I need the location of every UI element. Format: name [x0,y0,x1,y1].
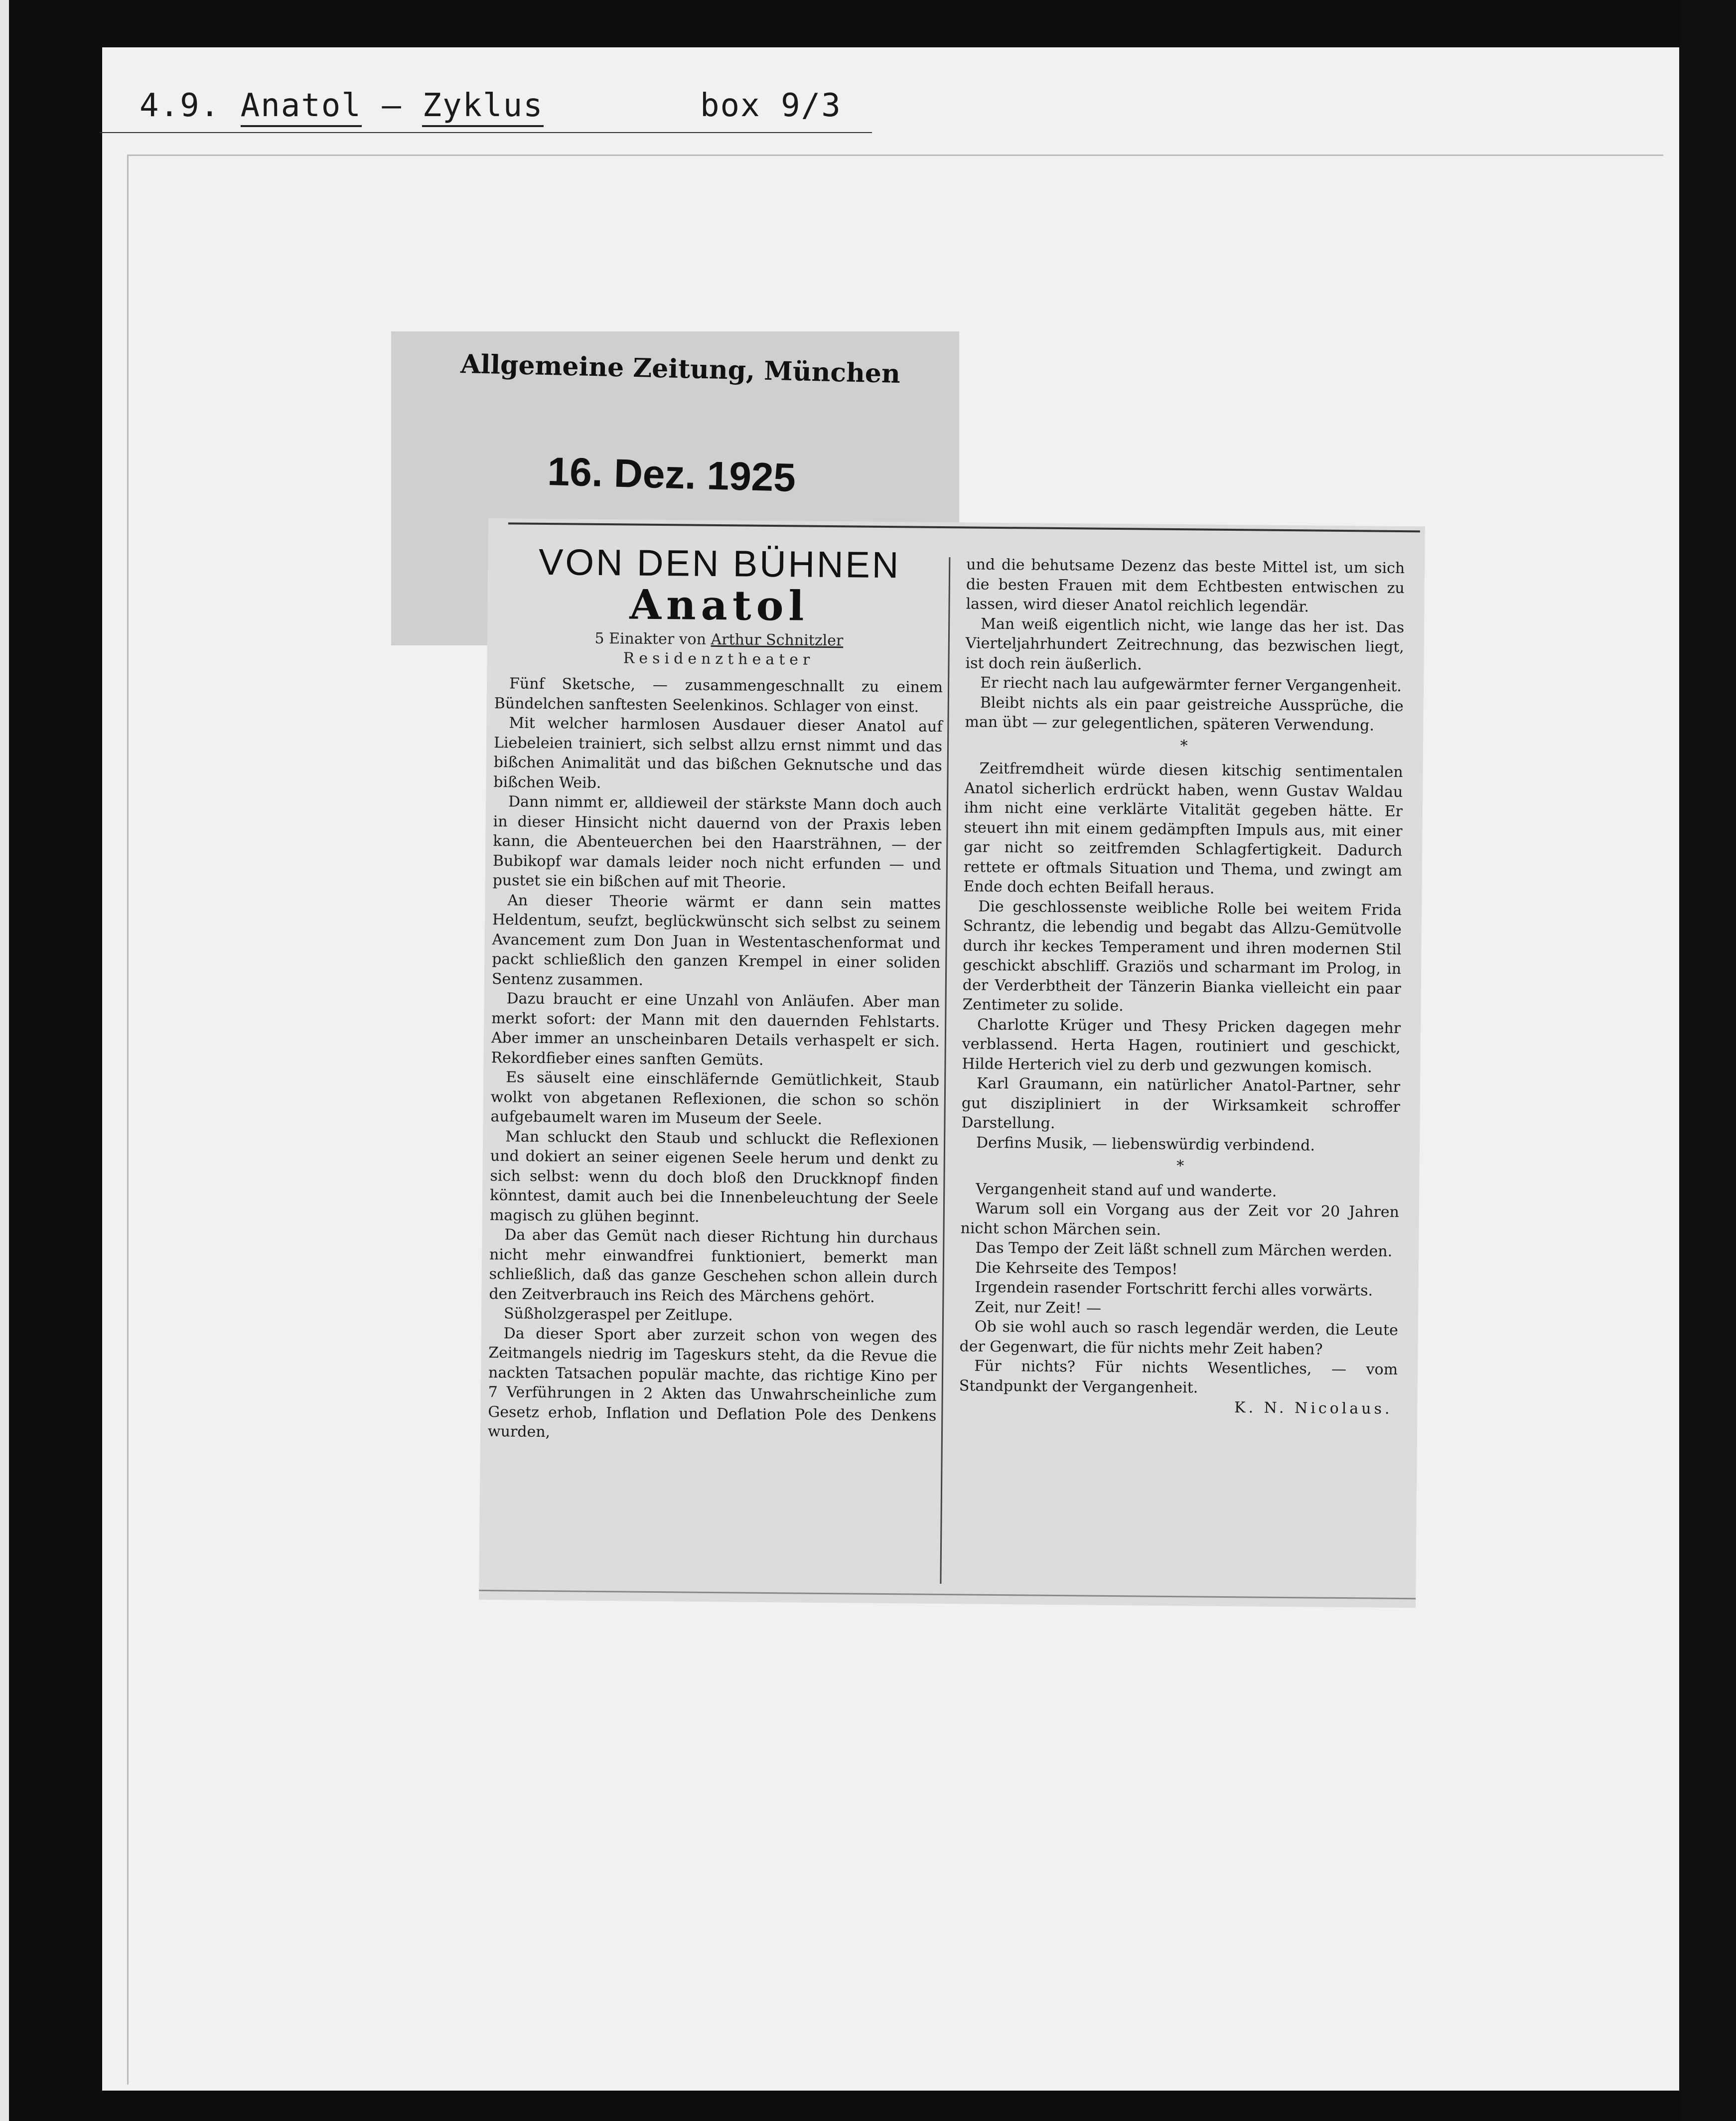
paragraph: Da aber das Gemüt nach dieser Richtung hin durchaus nicht mehr einwandfrei funktioniert, bemerkt man schließlich, daß das ganze Geschehen schon allein durch den Zeitverbrauch ins Reich des Märchens gehört. [489,1226,938,1306]
paragraph: Dann nimmt er, alldieweil der stärkste Mann doch auch in dieser Hinsicht nicht dauernd von der Praxis leben kann, die Abenteuerchen bei den Haarsträhnen, — der Bubikopf war damals leider noch nicht erfunden — und pustet sie ein bißchen auf mit Theorie. [492,793,942,892]
paragraph: Die Kehrseite des Tempos! [975,1259,1178,1278]
paragraph: Für nichts? Für nichts Wesentliches, — vom Standpunkt der Vergangenheit. [959,1357,1398,1396]
paragraph: Es säuselt eine einschläfernde Gemütlichkeit, Staub wolkt von abgetanen Reflexionen, die schon so schön aufgebaumelt waren im Museum der Seele. [490,1068,940,1129]
scan-dark-border [1680,0,1736,2121]
section-separator: * [1176,1157,1184,1175]
paragraph: Charlotte Krüger und Thesy Pricken dagegen mehr verblassend. Herta Hagen, routiniert und geschickt, Hilde Herterich viel zu derb und gezwungen komisch. [962,1016,1401,1076]
venue-line: Residenztheater [623,649,815,669]
paragraph: Fünf Sketsche, — zusammengeschnallt zu einem Bündelchen sanftesten Seelenkinos. Schlager von einst. [494,675,943,716]
paragraph: Mit welcher harmlosen Ausdauer dieser Anatol auf Liebeleien trainiert, sich selbst allzu ernst nimmt und das bißchen Animalität und das bißchen Geknutsche und das bißchen Weib. [493,714,943,792]
paragraph: Derfins Musik, — liebenswürdig verbindend. [976,1134,1315,1155]
subtitle-prefix: 5 Einakter von [594,630,707,649]
archive-dash: – [382,87,402,124]
article-column-2 [958,555,1405,1580]
archive-label [140,87,544,124]
header-rule [100,132,872,133]
paragraph: Dazu braucht er eine Unzahl von Anläufen. Aber man merkt sofort: der Mann mit den dauernden Fehlstarts. Aber immer an unscheinbaren Details verhaspelt er sich. Rekordfieber eines sanften Gemüts. [491,990,940,1069]
paragraph: Man weiß eigentlich nicht, wie lange das her ist. Das Vierteljahrhundert Zeitrechnung, das bezwischen liegt, ist doch rein äußerlich. [965,615,1405,673]
paragraph: Irgendein rasender Fortschritt ferchi alles vorwärts. [975,1278,1373,1300]
column-1-body [488,674,943,1445]
paragraph: und die behutsame Dezenz das beste Mittel ist, um sich die besten Frauen mit dem Echtbesten entwischen zu lassen, wird dieser Anatol reichlich legendär. [966,556,1405,616]
paragraph: Karl Graumann, ein natürlicher Anatol-Partner, sehr gut diszipliniert in der Wirksamkeit schroffer Darstellung. [961,1074,1401,1132]
column-2-body [959,555,1405,1419]
newspaper-name: Allgemeine Zeitung, München [460,349,901,390]
paragraph: Zeit, nur Zeit! — [975,1298,1102,1317]
archive-box: box 9/3 [700,87,842,124]
author-name: Arthur Schnitzler [711,631,844,650]
archive-subtitle: Zyklus [422,87,543,127]
scan-left-edge [0,0,9,2121]
article-subtitle [495,629,943,650]
archive-title: Anatol [241,87,362,127]
paragraph: Zeitfremdheit würde diesen kitschig sentimentalen Anatol sicherlich erdrückt haben, wenn Gustav Waldau ihm nicht eine verklärte Vitalität gegeben hätte. Er steuert ihn mit einem gedämpften Impuls aus, mit einer gar nicht so zeitfremden Schlagfertigkeit. Dadurch rettete er oftmals Situation und Thema, und zwingt am Ende doch echten Beifall heraus. [963,759,1403,898]
paragraph: Süßholzgeraspel per Zeitlupe. [503,1305,733,1325]
section-separator: * [1180,737,1188,755]
article-column-1 [486,521,944,1586]
section-kicker: VON DEN BÜHNEN [538,541,901,586]
archive-number: 4.9. [140,87,221,124]
paragraph: Vergangenheit stand auf und wanderte. [976,1180,1277,1201]
newspaper-clipping [479,518,1425,1608]
paragraph: Da dieser Sport aber zurzeit schon von wegen des Zeitmangels niedrig im Tageskurs steht, da die Revue die nackten Tatsachen populär machte, das richtige Kino per 7 Verführungen in 2 Akten das Unwahrscheinliche zum Gesetz erhob, Inflation und Deflation Pole des Denkens wurden, [487,1325,937,1441]
paragraph: Er riecht nach lau aufgewärmter ferner Vergangenheit. [980,674,1402,696]
paragraph: Man schluckt den Staub und schluckt die Reflexionen und dokiert an seiner eigenen Seele herum und denkt zu sich selbst: wenn du doch bloß den Druckknopf finden könntest, damit auch bei die Innenbeleuchtung der Seele magisch zu glühen beginnt. [489,1128,939,1226]
author-signature: K. N. Nicolaus. [1234,1399,1393,1418]
paragraph: Das Tempo der Zeit läßt schnell zum Märchen werden. [975,1239,1393,1260]
clipping-date: 16. Dez. 1925 [547,449,796,500]
article-title: Anatol [629,581,809,630]
paragraph: Warum soll ein Vorgang aus der Zeit vor 20 Jahren nicht schon Märchen sein. [960,1200,1400,1239]
paragraph: Bleibt nichts als ein paar geistreiche Aussprüche, die man übt — zur gelegentlichen, späteren Verwendung. [965,694,1404,735]
paragraph: Ob sie wohl auch so rasch legendär werden, die Leute der Gegenwart, die für nichts mehr Zeit haben? [959,1318,1399,1359]
paragraph: An dieser Theorie wärmt er dann sein mattes Heldentum, seufzt, beglückwünscht sich selbst zu seinem Avancement zum Don Juan in Westentaschenformat und packt schließlich den ganzen Krempel in einer soliden Sentenz zusammen. [491,892,941,989]
clipping-bottom-edge [479,1590,1416,1599]
paragraph: Die geschlossenste weibliche Rolle bei weitem Frida Schrantz, die lebendig und begabt das Allzu-Gemütvolle durch ihr keckes Temperament und ihren modernen Stil geschickt abschliff. Graziös und scharmant im Prolog, in der Verderbtheit der Tänzerin Bianka vielleicht ein paar Zentimeter zu solide. [962,898,1402,1015]
